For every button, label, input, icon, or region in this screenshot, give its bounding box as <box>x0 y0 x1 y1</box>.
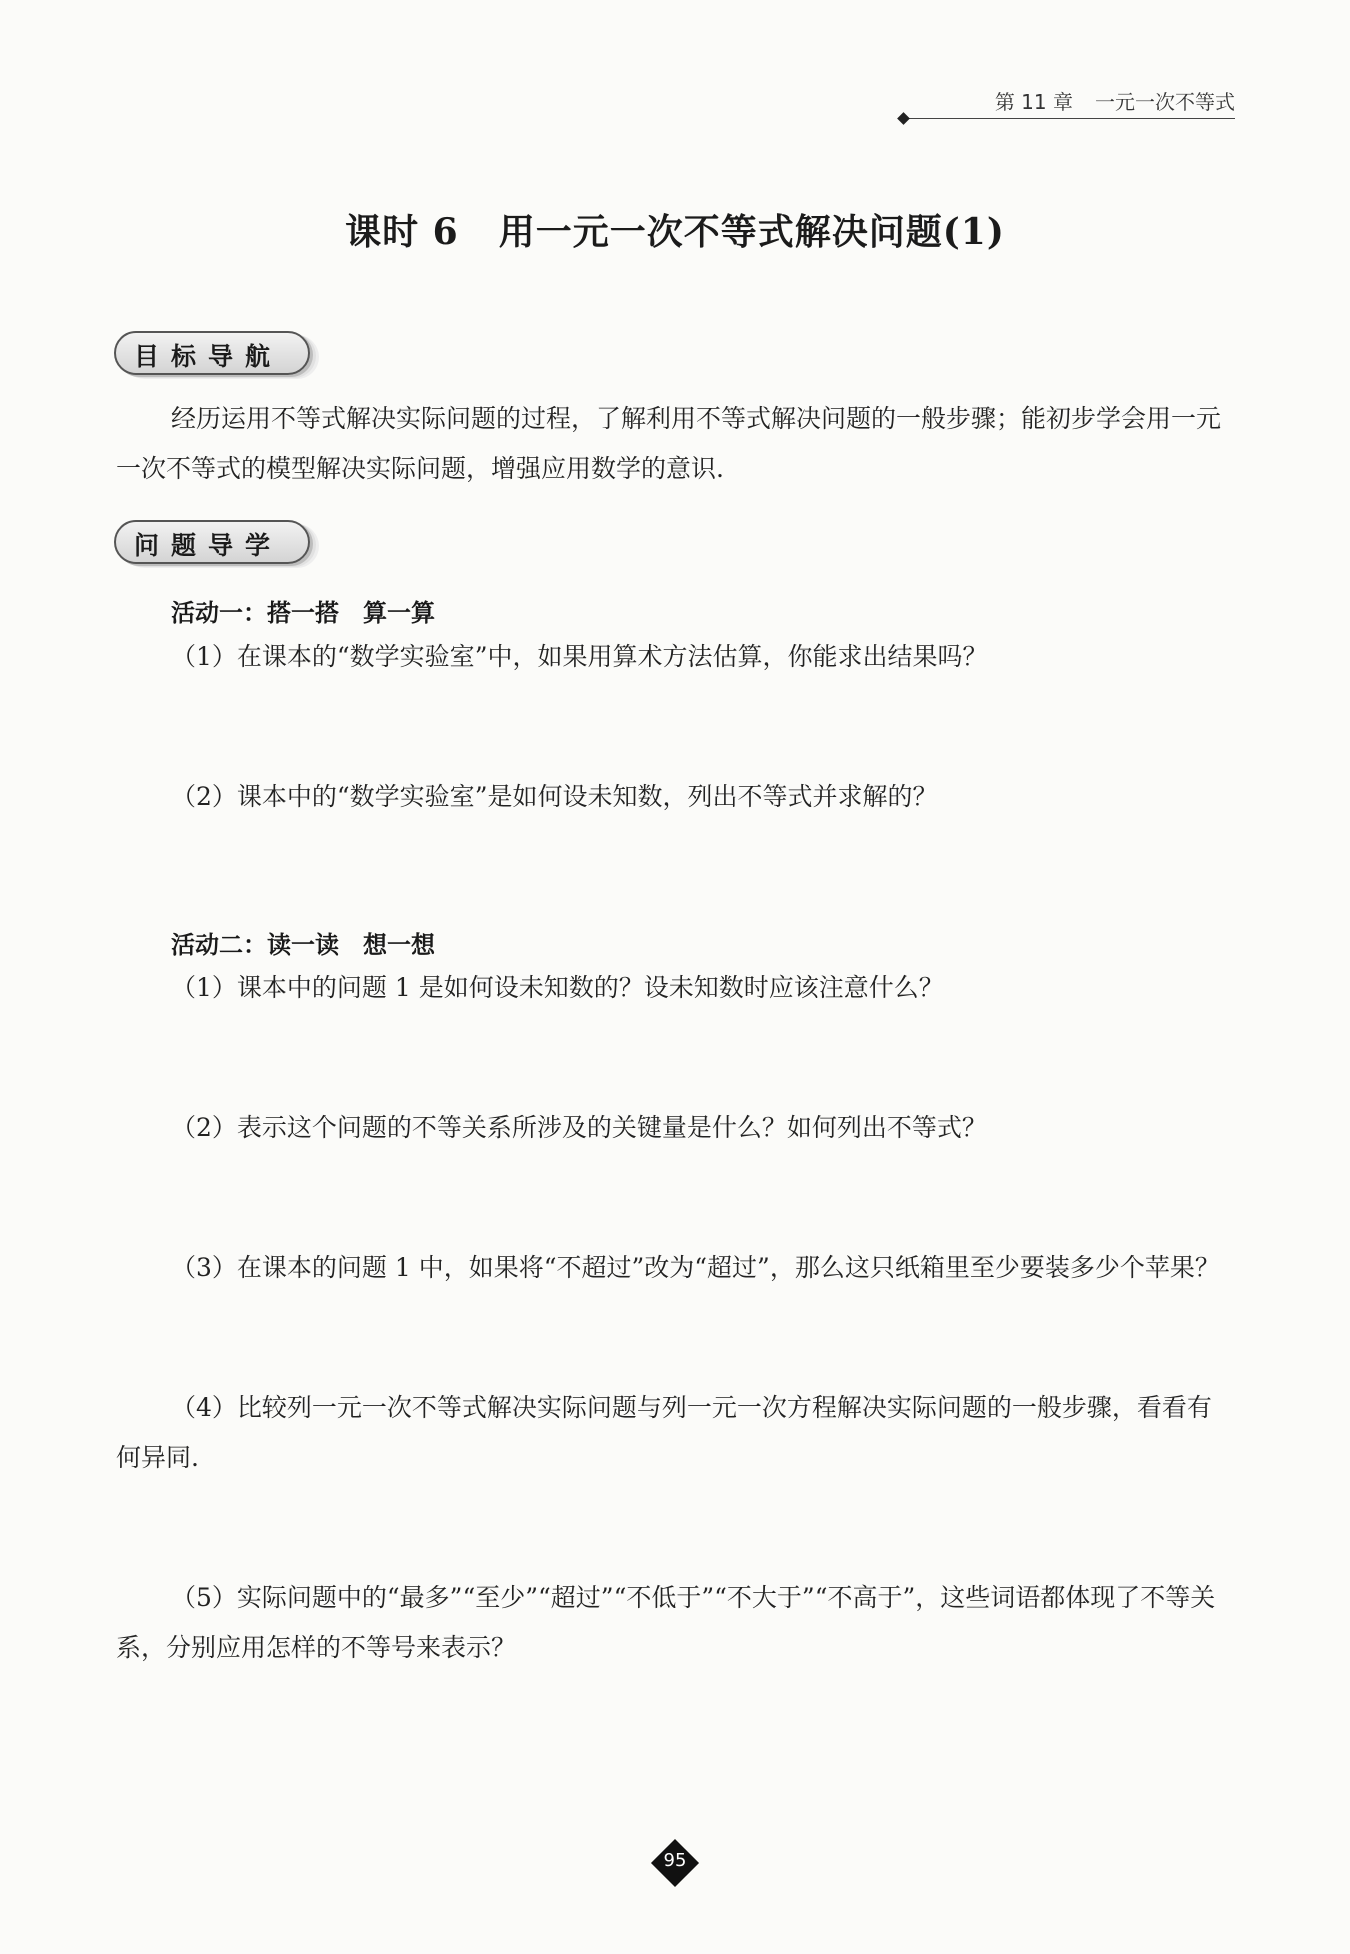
running-header <box>895 86 1235 126</box>
lesson-number: 课时 6 <box>345 211 459 253</box>
lesson-name: 用一元一次不等式解决问题(1) <box>498 211 1005 253</box>
activity-2-question-1: （1）课本中的问题 1 是如何设未知数的？设未知数时应该注意什么？ <box>171 973 944 1002</box>
lesson-title <box>0 204 1350 255</box>
activity-1-title: 活动一：搭一搭 算一算 <box>171 599 435 627</box>
goals-text: 经历运用不等式解决实际问题的过程，了解利用不等式解决问题的一般步骤；能初步学会用一元一次不等式的模型解决实际问题，增强应用数学的意识. <box>116 404 1222 483</box>
header-text <box>995 86 1235 115</box>
activity-2-question-4: （4）比较列一元一次不等式解决实际问题与列一元一次方程解决实际问题的一般步骤，看看有何异同. <box>116 1393 1212 1472</box>
page-number: 95 <box>663 1850 687 1871</box>
activity-2-title: 活动二：读一读 想一想 <box>171 931 435 959</box>
activity-1-question-1: （1）在课本的“数学实验室”中，如果用算术方法估算，你能求出结果吗？ <box>171 642 988 671</box>
activity-2-question-5: （5）实际问题中的“最多”“至少”“超过”“不低于”“不大于”“不高于”，这些词语都体现了不等关系，分别应用怎样的不等号来表示？ <box>116 1583 1216 1662</box>
chapter-title: 一元一次不等式 <box>1095 90 1235 114</box>
guide-badge <box>114 520 324 566</box>
activity-1-question-2: （2）课本中的“数学实验室”是如何设未知数，列出不等式并求解的？ <box>171 782 938 811</box>
activity-2-question-3: （3）在课本的问题 1 中，如果将“不超过”改为“超过”，那么这只纸箱里至少要装多少个苹果？ <box>171 1253 1220 1282</box>
chapter-number: 第 11 章 <box>994 90 1073 114</box>
goals-badge <box>114 331 324 377</box>
goals-badge-label: 目标导航 <box>134 342 283 371</box>
page-number-badge <box>654 1842 696 1884</box>
guide-badge-label: 问题导学 <box>134 531 283 560</box>
activity-2-question-2: （2）表示这个问题的不等关系所涉及的关键量是什么？如何列出不等式？ <box>171 1113 987 1142</box>
header-diamond-icon <box>897 112 910 125</box>
header-rule <box>905 118 1235 119</box>
